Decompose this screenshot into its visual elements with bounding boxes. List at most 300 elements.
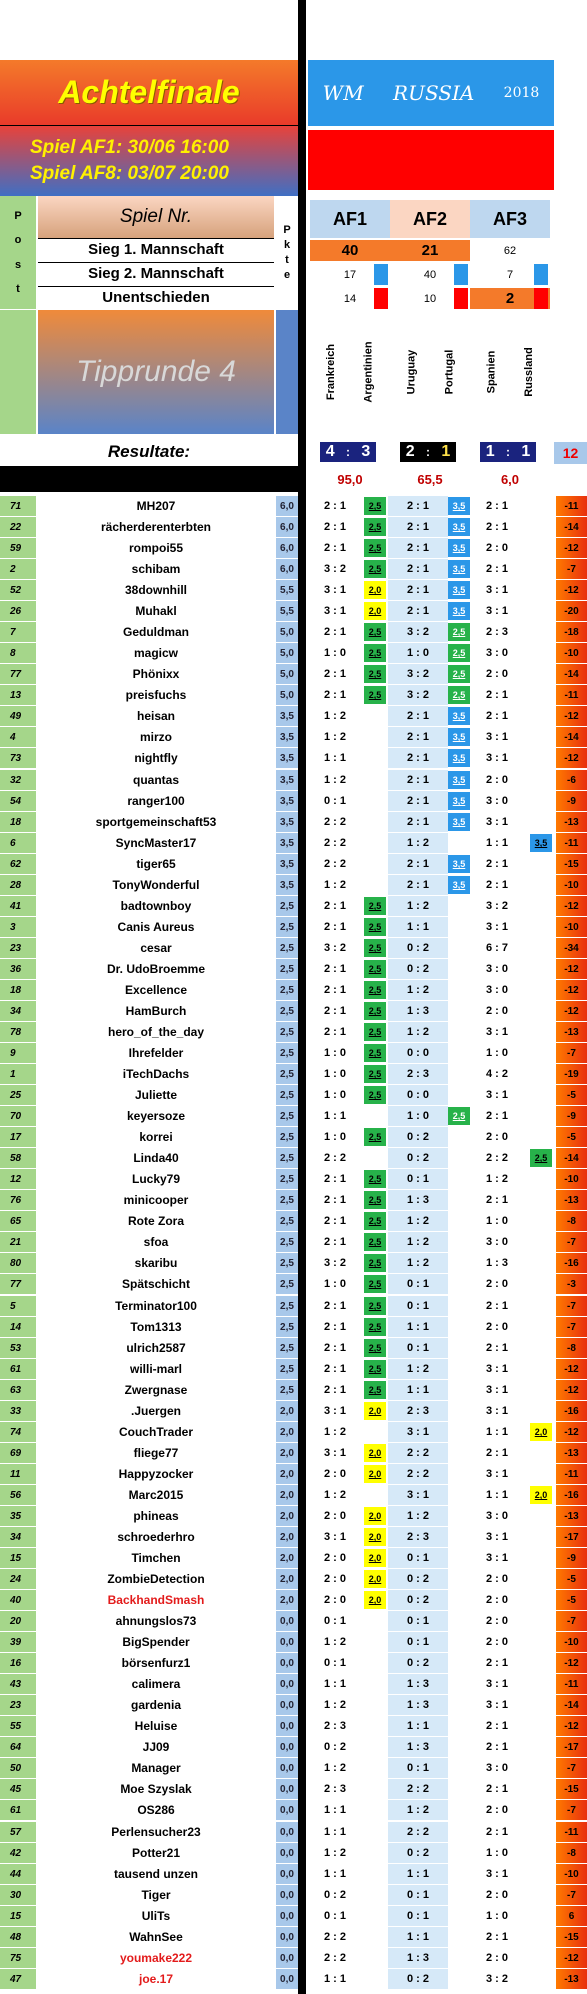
tip-af2: 1 : 1 xyxy=(388,1927,448,1947)
table-row xyxy=(0,1464,587,1485)
table-row xyxy=(0,1359,587,1380)
player-score: 6,0 xyxy=(276,538,298,558)
row-position: 30 xyxy=(0,1885,36,1905)
tip-af1: 1 : 1 xyxy=(310,1864,360,1884)
points-badge: 2,5 xyxy=(364,1191,386,1209)
tip-af2: 3 : 2 xyxy=(388,622,448,642)
tip-af2: 2 : 3 xyxy=(388,1064,448,1084)
table-row xyxy=(0,1548,587,1569)
quota-marker-red xyxy=(534,288,548,309)
player-name: Dr. UdoBroemme xyxy=(38,959,274,979)
tip-af1: 2 : 1 xyxy=(310,1317,360,1337)
points-badge: 2,5 xyxy=(364,918,386,936)
player-name: .Juergen xyxy=(38,1401,274,1421)
player-score: 2,5 xyxy=(276,1127,298,1147)
row-position: 47 xyxy=(0,1969,36,1989)
player-name: Lucky79 xyxy=(38,1169,274,1189)
quota-marker-blue xyxy=(454,264,468,285)
tip-af2: 0 : 1 xyxy=(388,1296,448,1316)
spiel-nr-label: Spiel Nr. xyxy=(38,196,274,238)
player-name: Potter21 xyxy=(38,1843,274,1863)
row-position: 42 xyxy=(0,1843,36,1863)
row-diff: -12 xyxy=(556,748,587,768)
points-badge: 2,5 xyxy=(364,981,386,999)
match-points-0: 95,0 xyxy=(312,468,388,490)
player-score: 2,5 xyxy=(276,1359,298,1379)
row-position: 33 xyxy=(0,1401,36,1421)
player-name: Phönixx xyxy=(38,664,274,684)
row-position: 8 xyxy=(0,643,36,663)
tip-af3: 2 : 0 xyxy=(472,1569,522,1589)
tip-af1: 3 : 2 xyxy=(310,559,360,579)
points-badge: 3,5 xyxy=(448,560,470,578)
table-row xyxy=(0,538,587,559)
tip-af3: 2 : 0 xyxy=(472,1590,522,1610)
points-badge: 2,5 xyxy=(448,1107,470,1125)
tip-af1: 2 : 1 xyxy=(310,1169,360,1189)
quota-0-0: 40 xyxy=(310,240,390,261)
player-score: 0,0 xyxy=(276,1758,298,1778)
player-name: minicooper xyxy=(38,1190,274,1210)
row-position: 11 xyxy=(0,1464,36,1484)
player-score: 0,0 xyxy=(276,1779,298,1799)
row-position: 24 xyxy=(0,1569,36,1589)
tip-af3: 2 : 1 xyxy=(472,1716,522,1736)
match-header-0: AF1 xyxy=(310,200,390,238)
row-diff: -8 xyxy=(556,1338,587,1358)
tip-af1: 2 : 1 xyxy=(310,1296,360,1316)
team-away: Argentinien xyxy=(363,341,375,403)
pkte-label: P k t e xyxy=(276,196,298,309)
tip-af1: 3 : 1 xyxy=(310,1527,360,1547)
tip-af2: 0 : 1 xyxy=(388,1338,448,1358)
row-diff: -12 xyxy=(556,980,587,1000)
player-score: 2,5 xyxy=(276,896,298,916)
table-row xyxy=(0,854,587,875)
tip-af3: 3 : 0 xyxy=(472,1232,522,1252)
tip-af1: 2 : 2 xyxy=(310,1927,360,1947)
tip-af3: 3 : 1 xyxy=(472,748,522,768)
row-diff: -12 xyxy=(556,1359,587,1379)
player-name: skaribu xyxy=(38,1253,274,1273)
points-badge: 3,5 xyxy=(448,771,470,789)
tip-af1: 3 : 1 xyxy=(310,1401,360,1421)
tip-af3: 3 : 2 xyxy=(472,896,522,916)
player-score: 0,0 xyxy=(276,1885,298,1905)
player-name: Tom1313 xyxy=(38,1317,274,1337)
table-row xyxy=(0,1927,587,1948)
row-diff: -7 xyxy=(556,1296,587,1316)
row-position: 39 xyxy=(0,1632,36,1652)
table-row xyxy=(0,601,587,622)
tip-af2: 0 : 1 xyxy=(388,1169,448,1189)
row-diff: -14 xyxy=(556,1695,587,1715)
tip-af2: 3 : 2 xyxy=(388,685,448,705)
player-score: 2,5 xyxy=(276,1274,298,1294)
row-position: 54 xyxy=(0,791,36,811)
row-position: 63 xyxy=(0,1380,36,1400)
player-score: 2,0 xyxy=(276,1464,298,1484)
player-score: 5,0 xyxy=(276,643,298,663)
quota-marker-blue xyxy=(374,264,388,285)
player-name: phineas xyxy=(38,1506,274,1526)
points-badge: 2,0 xyxy=(364,1591,386,1609)
row-position: 77 xyxy=(0,664,36,684)
row-position: 2 xyxy=(0,559,36,579)
player-score: 3,5 xyxy=(276,748,298,768)
row-position: 50 xyxy=(0,1758,36,1778)
row-position: 57 xyxy=(0,1822,36,1842)
row-position: 5 xyxy=(0,1296,36,1316)
tip-af2: 1 : 3 xyxy=(388,1695,448,1715)
player-score: 2,5 xyxy=(276,1022,298,1042)
table-row xyxy=(0,1022,587,1043)
points-badge: 2,5 xyxy=(364,560,386,578)
row-position: 15 xyxy=(0,1906,36,1926)
player-score: 6,0 xyxy=(276,559,298,579)
points-badge: 2,5 xyxy=(448,623,470,641)
row-position: 62 xyxy=(0,854,36,874)
row-position: 76 xyxy=(0,1190,36,1210)
player-name: Zwergnase xyxy=(38,1380,274,1400)
tip-af1: 2 : 1 xyxy=(310,1022,360,1042)
points-badge: 2,0 xyxy=(364,1570,386,1588)
row-position: 23 xyxy=(0,938,36,958)
tip-af2: 0 : 1 xyxy=(388,1632,448,1652)
tip-af1: 2 : 1 xyxy=(310,959,360,979)
player-name: schibam xyxy=(38,559,274,579)
table-row xyxy=(0,917,587,938)
tip-af1: 1 : 2 xyxy=(310,1422,360,1442)
player-score: 2,5 xyxy=(276,917,298,937)
row-diff: -5 xyxy=(556,1127,587,1147)
tip-af2: 1 : 2 xyxy=(388,1359,448,1379)
row-position: 14 xyxy=(0,1317,36,1337)
row-diff: -11 xyxy=(556,496,587,516)
points-badge: 2,5 xyxy=(364,1086,386,1104)
row-diff: -6 xyxy=(556,770,587,790)
row-diff: -12 xyxy=(556,706,587,726)
player-name: Juliette xyxy=(38,1085,274,1105)
table-row xyxy=(0,1737,587,1758)
row-diff: -11 xyxy=(556,1464,587,1484)
row-diff: -12 xyxy=(556,896,587,916)
tip-af1: 1 : 0 xyxy=(310,1085,360,1105)
post-label: P o s t xyxy=(0,196,36,309)
player-name: Heluise xyxy=(38,1716,274,1736)
points-badge: 3,5 xyxy=(448,728,470,746)
points-badge: 3,5 xyxy=(448,602,470,620)
player-name: youmake222 xyxy=(38,1948,274,1968)
tip-af1: 2 : 1 xyxy=(310,1211,360,1231)
tip-af2: 2 : 1 xyxy=(388,517,448,537)
tip-af3: 3 : 1 xyxy=(472,1085,522,1105)
tip-af1: 2 : 1 xyxy=(310,1359,360,1379)
tip-af1: 0 : 2 xyxy=(310,1885,360,1905)
quota-2-2: 2 xyxy=(470,288,550,309)
player-score: 2,5 xyxy=(276,1296,298,1316)
player-score: 2,0 xyxy=(276,1443,298,1463)
tip-af1: 2 : 1 xyxy=(310,1232,360,1252)
tip-af2: 0 : 2 xyxy=(388,938,448,958)
row-diff: -7 xyxy=(556,1758,587,1778)
table-row xyxy=(0,1064,587,1085)
tip-af3: 3 : 1 xyxy=(472,727,522,747)
quota-0-1: 17 xyxy=(310,264,390,285)
player-name: ranger100 xyxy=(38,791,274,811)
player-name: iTechDachs xyxy=(38,1064,274,1084)
tip-af2: 0 : 2 xyxy=(388,1969,448,1989)
row-position: 4 xyxy=(0,727,36,747)
tip-af2: 0 : 1 xyxy=(388,1274,448,1294)
tip-af3: 3 : 0 xyxy=(472,980,522,1000)
tip-af2: 1 : 2 xyxy=(388,1800,448,1820)
row-position: 20 xyxy=(0,1611,36,1631)
table-row xyxy=(0,1716,587,1737)
tip-af2: 2 : 1 xyxy=(388,496,448,516)
tip-af1: 3 : 1 xyxy=(310,601,360,621)
row-position: 40 xyxy=(0,1590,36,1610)
player-score: 5,5 xyxy=(276,601,298,621)
row-position: 36 xyxy=(0,959,36,979)
tip-af2: 0 : 2 xyxy=(388,1569,448,1589)
tip-af2: 2 : 2 xyxy=(388,1464,448,1484)
tip-af2: 2 : 1 xyxy=(388,580,448,600)
tip-af3: 2 : 1 xyxy=(472,685,522,705)
tip-af1: 2 : 1 xyxy=(310,664,360,684)
tip-af3: 2 : 1 xyxy=(472,1296,522,1316)
points-badge: 2,5 xyxy=(364,644,386,662)
tip-af1: 1 : 2 xyxy=(310,770,360,790)
player-score: 2,5 xyxy=(276,1211,298,1231)
tip-af2: 1 : 2 xyxy=(388,896,448,916)
row-diff: -10 xyxy=(556,1864,587,1884)
tip-af3: 3 : 1 xyxy=(472,1695,522,1715)
player-score: 3,5 xyxy=(276,875,298,895)
player-name: ZombieDetection xyxy=(38,1569,274,1589)
player-score: 2,0 xyxy=(276,1569,298,1589)
row-diff: -17 xyxy=(556,1527,587,1547)
tip-af2: 0 : 2 xyxy=(388,1127,448,1147)
quota-0-2: 14 xyxy=(310,288,390,309)
points-badge: 2,5 xyxy=(364,1233,386,1251)
player-name: Happyzocker xyxy=(38,1464,274,1484)
player-score: 0,0 xyxy=(276,1927,298,1947)
tip-af1: 2 : 1 xyxy=(310,917,360,937)
player-name: willi-marl xyxy=(38,1359,274,1379)
tip-af1: 2 : 0 xyxy=(310,1464,360,1484)
table-row xyxy=(0,1527,587,1548)
quota-1-2: 10 xyxy=(390,288,470,309)
points-badge: 3,5 xyxy=(448,539,470,557)
points-badge: 2,5 xyxy=(448,644,470,662)
tip-af1: 2 : 1 xyxy=(310,496,360,516)
row-diff: -7 xyxy=(556,1885,587,1905)
table-row xyxy=(0,1948,587,1969)
tip-af3: 1 : 0 xyxy=(472,1043,522,1063)
player-name: schroederhro xyxy=(38,1527,274,1547)
player-name: Timchen xyxy=(38,1548,274,1568)
player-name: WahnSee xyxy=(38,1927,274,1947)
player-name: Manager xyxy=(38,1758,274,1778)
player-name: heisan xyxy=(38,706,274,726)
tip-af1: 2 : 1 xyxy=(310,1338,360,1358)
team-away: Russland xyxy=(523,347,536,397)
tip-af1: 1 : 2 xyxy=(310,727,360,747)
tip-af3: 3 : 1 xyxy=(472,812,522,832)
tip-af3: 2 : 1 xyxy=(472,1338,522,1358)
round-title: Achtelfinale xyxy=(0,60,298,126)
row-position: 75 xyxy=(0,1948,36,1968)
row-diff: -7 xyxy=(556,1611,587,1631)
player-name: MH207 xyxy=(38,496,274,516)
table-row xyxy=(0,1127,587,1148)
player-name: sfoa xyxy=(38,1232,274,1252)
tip-af1: 2 : 3 xyxy=(310,1779,360,1799)
player-name: TonyWonderful xyxy=(38,875,274,895)
table-row xyxy=(0,643,587,664)
points-badge: 2,5 xyxy=(364,1339,386,1357)
player-score: 6,0 xyxy=(276,496,298,516)
table-row xyxy=(0,1695,587,1716)
player-name: keyersoze xyxy=(38,1106,274,1126)
row-diff: -12 xyxy=(556,1716,587,1736)
player-name: CouchTrader xyxy=(38,1422,274,1442)
row-position: 77 xyxy=(0,1274,36,1294)
table-row xyxy=(0,812,587,833)
tip-af3: 3 : 1 xyxy=(472,580,522,600)
row-diff: -14 xyxy=(556,517,587,537)
tip-af1: 1 : 2 xyxy=(310,1843,360,1863)
row-diff: -10 xyxy=(556,1632,587,1652)
row-position: 74 xyxy=(0,1422,36,1442)
row-diff: -17 xyxy=(556,1737,587,1757)
tip-af3: 3 : 2 xyxy=(472,1969,522,1989)
points-badge: 3,5 xyxy=(448,581,470,599)
tip-af3: 2 : 1 xyxy=(472,1779,522,1799)
table-row xyxy=(0,1758,587,1779)
tip-af3: 2 : 1 xyxy=(472,1927,522,1947)
tip-af2: 1 : 1 xyxy=(388,1317,448,1337)
tip-af3: 2 : 0 xyxy=(472,1948,522,1968)
table-row xyxy=(0,517,587,538)
points-badge: 2,5 xyxy=(364,960,386,978)
divider-bar xyxy=(298,0,306,1994)
tip-af2: 3 : 2 xyxy=(388,664,448,684)
row-diff: -19 xyxy=(556,1064,587,1084)
player-name: rompoi55 xyxy=(38,538,274,558)
tip-af1: 3 : 1 xyxy=(310,1443,360,1463)
tip-af3: 3 : 0 xyxy=(472,1758,522,1778)
tip-af1: 1 : 2 xyxy=(310,1758,360,1778)
table-row xyxy=(0,1274,587,1295)
points-badge: 2,5 xyxy=(364,1065,386,1083)
result-1: 2 : 1 xyxy=(400,442,456,462)
row-diff: -3 xyxy=(556,1274,587,1294)
player-name: badtownboy xyxy=(38,896,274,916)
table-row xyxy=(0,1569,587,1590)
player-name: Moe Szyslak xyxy=(38,1779,274,1799)
table-row xyxy=(0,1211,587,1232)
player-score: 2,0 xyxy=(276,1506,298,1526)
match-header-2: AF3 xyxy=(470,200,550,238)
tip-af2: 1 : 1 xyxy=(388,917,448,937)
player-name: magicw xyxy=(38,643,274,663)
tip-af3: 1 : 0 xyxy=(472,1211,522,1231)
row-position: 23 xyxy=(0,1695,36,1715)
points-badge: 2,0 xyxy=(364,1549,386,1567)
quota-1-1: 40 xyxy=(390,264,470,285)
points-badge: 3,5 xyxy=(448,749,470,767)
table-row xyxy=(0,791,587,812)
points-badge: 2,5 xyxy=(364,1318,386,1336)
points-badge: 2,5 xyxy=(364,1044,386,1062)
row-position: 59 xyxy=(0,538,36,558)
points-badge: 3,5 xyxy=(448,813,470,831)
table-row xyxy=(0,727,587,748)
tip-af1: 2 : 0 xyxy=(310,1506,360,1526)
tip-af1: 0 : 1 xyxy=(310,1906,360,1926)
tip-af1: 0 : 2 xyxy=(310,1737,360,1757)
tip-af1: 2 : 1 xyxy=(310,1380,360,1400)
tip-af1: 2 : 1 xyxy=(310,1190,360,1210)
player-name: tiger65 xyxy=(38,854,274,874)
quota-marker-blue xyxy=(534,264,548,285)
player-score: 3,5 xyxy=(276,770,298,790)
tip-af2: 0 : 0 xyxy=(388,1043,448,1063)
row-diff: -13 xyxy=(556,1443,587,1463)
table-row xyxy=(0,1674,587,1695)
tip-af3: 2 : 0 xyxy=(472,1800,522,1820)
points-badge: 2,5 xyxy=(364,497,386,515)
row-diff: -14 xyxy=(556,727,587,747)
row-position: 17 xyxy=(0,1127,36,1147)
table-row xyxy=(0,1800,587,1821)
tip-af3: 2 : 0 xyxy=(472,1611,522,1631)
row-position: 15 xyxy=(0,1548,36,1568)
row-diff: -16 xyxy=(556,1401,587,1421)
tip-af3: 2 : 0 xyxy=(472,1317,522,1337)
points-badge: 3,5 xyxy=(448,518,470,536)
wm-banner: WM RUSSIA 2018 xyxy=(308,60,554,126)
row-position: 41 xyxy=(0,896,36,916)
tip-af3: 2 : 0 xyxy=(472,538,522,558)
tip-af1: 1 : 1 xyxy=(310,1969,360,1989)
tip-af2: 2 : 1 xyxy=(388,748,448,768)
player-score: 2,5 xyxy=(276,1169,298,1189)
tip-af2: 2 : 1 xyxy=(388,559,448,579)
tip-af3: 3 : 1 xyxy=(472,1380,522,1400)
tip-af3: 2 : 0 xyxy=(472,1885,522,1905)
row-diff: -10 xyxy=(556,875,587,895)
player-score: 0,0 xyxy=(276,1969,298,1989)
player-name: UliTs xyxy=(38,1906,274,1926)
player-score: 5,0 xyxy=(276,664,298,684)
table-row xyxy=(0,1506,587,1527)
player-name: Spätschicht xyxy=(38,1274,274,1294)
row-diff: -12 xyxy=(556,1422,587,1442)
table-row xyxy=(0,959,587,980)
player-score: 2,0 xyxy=(276,1590,298,1610)
points-badge: 2,5 xyxy=(364,1128,386,1146)
points-badge: 2,5 xyxy=(364,1381,386,1399)
table-row xyxy=(0,1085,587,1106)
row-diff: -12 xyxy=(556,1653,587,1673)
tip-af3: 3 : 1 xyxy=(472,1674,522,1694)
table-row xyxy=(0,706,587,727)
row-diff: -15 xyxy=(556,1927,587,1947)
tip-af3: 3 : 1 xyxy=(472,1401,522,1421)
